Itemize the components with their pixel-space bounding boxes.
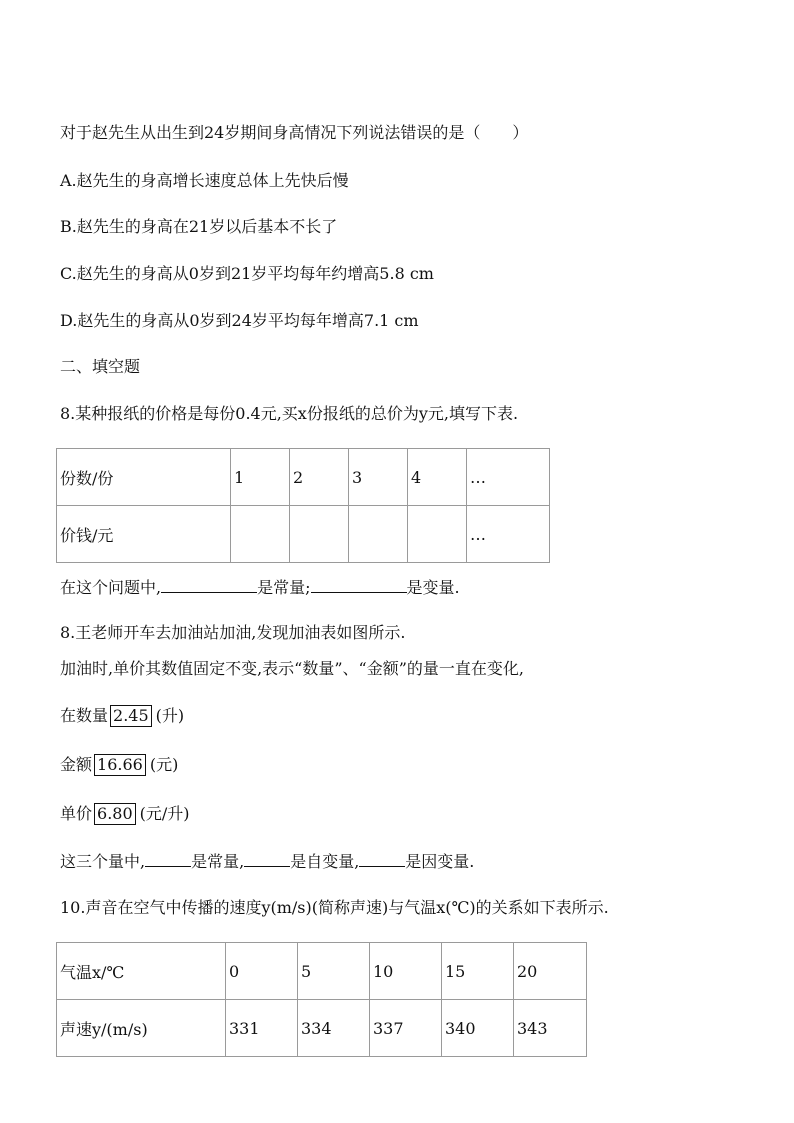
price-line: [60, 803, 190, 825]
table-cell: 2: [290, 449, 349, 506]
q8-text: 8.某种报纸的价格是每份0.4元,买x份报纸的总价为y元,填写下表.: [60, 404, 519, 423]
q8-table: [56, 448, 550, 563]
table-row: [57, 449, 550, 506]
table-cell: 340: [442, 1000, 514, 1057]
price-unit: (元/升): [139, 804, 190, 823]
option-d: D.赵先生的身高从0岁到24岁平均每年增高7.1 cm: [60, 311, 419, 330]
amount-label: 金额: [60, 755, 93, 774]
table-cell: 15: [442, 943, 514, 1000]
q9-fill-line: [60, 850, 474, 873]
fill-1: 是常量,: [191, 852, 245, 871]
table-cell: [290, 506, 349, 563]
quantity-line: [60, 705, 184, 727]
table-cell: 3: [349, 449, 408, 506]
q9-title: 8.王老师开车去加油站加油,发现加油表如图所示.: [60, 623, 406, 642]
section-title: 二、填空题: [60, 357, 141, 376]
quantity-label: 在数量: [60, 706, 109, 725]
table-cell: 份数/份: [57, 449, 231, 506]
fill-prefix: 这三个量中,: [60, 852, 146, 871]
q8-fill-line: [60, 576, 460, 599]
fill-end: 是变量.: [406, 578, 460, 597]
q10-text: 10.声音在空气中传播的速度y(m/s)(简称声速)与气温x(℃)的关系如下表所示.: [60, 898, 609, 917]
table-cell: …: [467, 506, 550, 563]
fill-mid: 是常量;: [257, 578, 311, 597]
answer-blank[interactable]: [311, 576, 407, 593]
table-cell: 价钱/元: [57, 506, 231, 563]
fill-prefix: 在这个问题中,: [60, 578, 162, 597]
table-row: [57, 1000, 587, 1057]
table-cell: 334: [298, 1000, 370, 1057]
table-cell: 声速y/(m/s): [57, 1000, 226, 1057]
question-stem: 对于赵先生从出生到24岁期间身高情况下列说法错误的是（ ）: [60, 123, 529, 142]
table-row: [57, 943, 587, 1000]
table-cell: …: [467, 449, 550, 506]
option-c: C.赵先生的身高从0岁到21岁平均每年约增高5.8 cm: [60, 264, 434, 283]
table-cell: [231, 506, 290, 563]
table-cell: [349, 506, 408, 563]
fill-3: 是因变量.: [405, 852, 475, 871]
table-row: [57, 506, 550, 563]
quantity-unit: (升): [155, 706, 185, 725]
amount-value-box: 16.66: [94, 754, 146, 776]
q10-table: [56, 942, 587, 1057]
answer-blank[interactable]: [145, 850, 191, 867]
table-cell: [408, 506, 467, 563]
price-label: 单价: [60, 804, 93, 823]
table-cell: 20: [514, 943, 587, 1000]
table-cell: 4: [408, 449, 467, 506]
quantity-value-box: 2.45: [110, 705, 152, 727]
table-cell: 1: [231, 449, 290, 506]
option-a: A.赵先生的身高增长速度总体上先快后慢: [60, 171, 349, 190]
table-cell: 5: [298, 943, 370, 1000]
table-cell: 10: [370, 943, 442, 1000]
amount-unit: (元): [149, 755, 179, 774]
q9-desc: 加油时,单价其数值固定不变,表示“数量”、“金额”的量一直在变化,: [60, 659, 524, 678]
table-cell: 337: [370, 1000, 442, 1057]
amount-line: [60, 754, 178, 776]
table-cell: 气温x/℃: [57, 943, 226, 1000]
answer-blank[interactable]: [359, 850, 405, 867]
table-cell: 331: [226, 1000, 298, 1057]
option-b: B.赵先生的身高在21岁以后基本不长了: [60, 217, 338, 236]
answer-blank[interactable]: [244, 850, 290, 867]
table-cell: 343: [514, 1000, 587, 1057]
table-cell: 0: [226, 943, 298, 1000]
fill-2: 是自变量,: [290, 852, 360, 871]
answer-blank[interactable]: [161, 576, 257, 593]
price-value-box: 6.80: [94, 803, 136, 825]
